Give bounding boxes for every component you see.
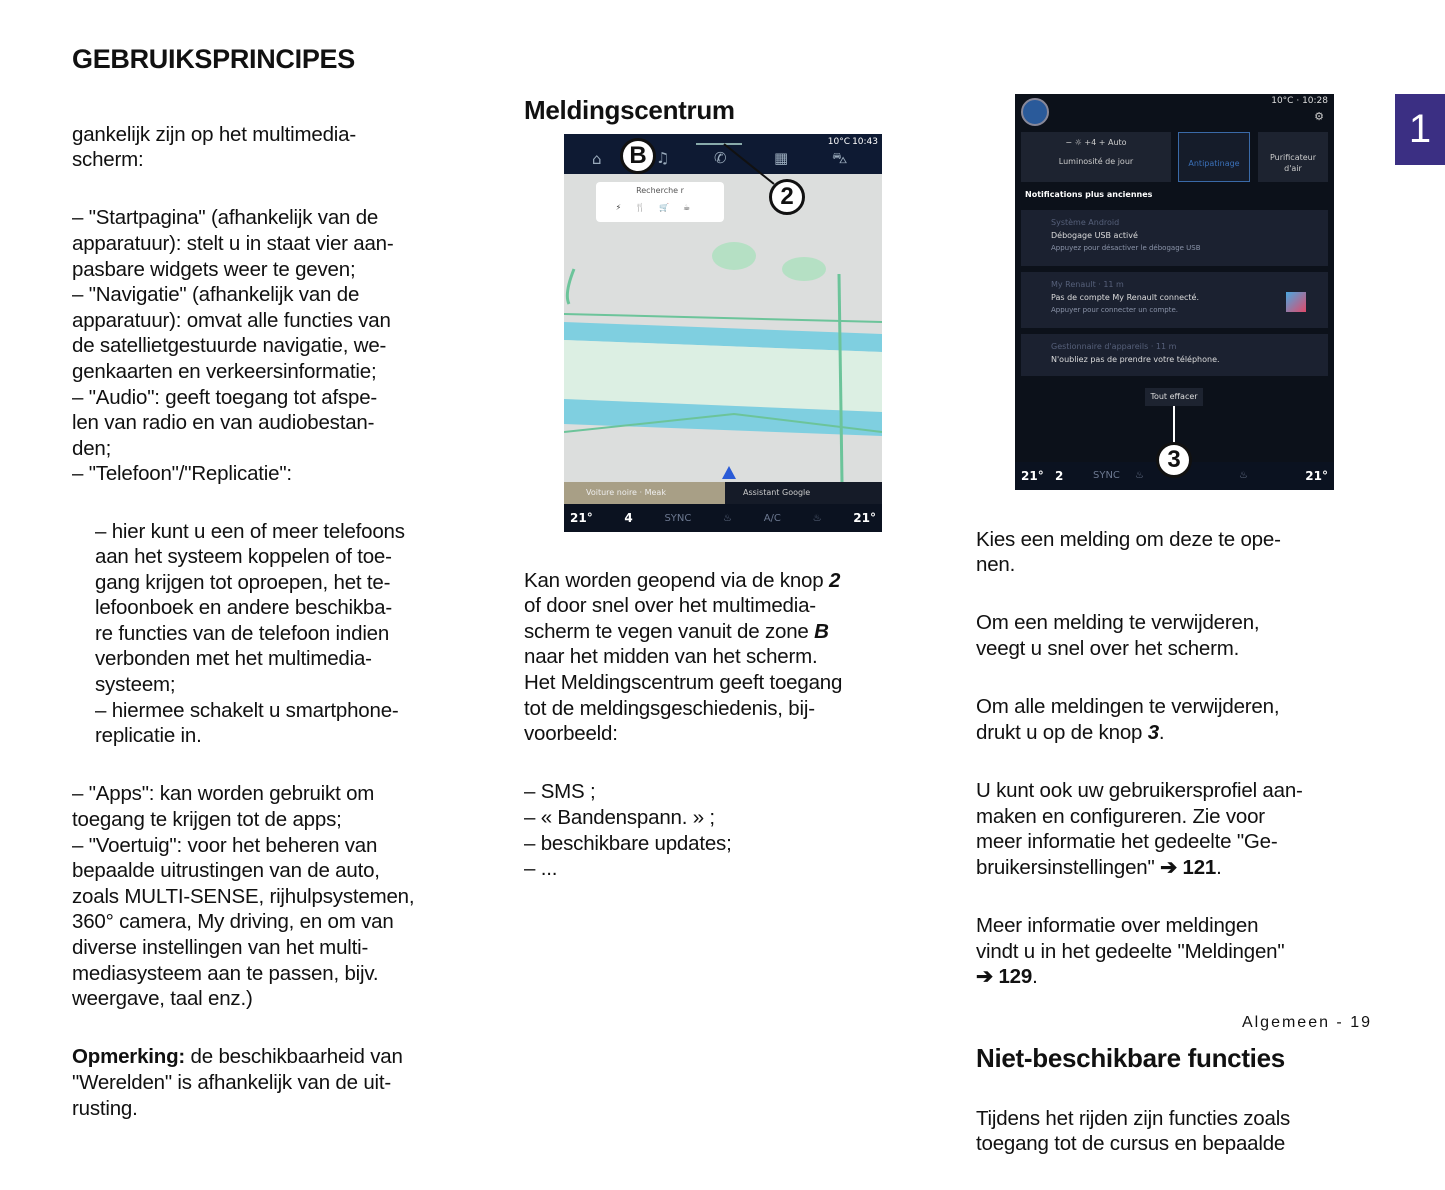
page-title: GEBRUIKSPRINCIPES: [72, 44, 355, 74]
multimedia-screen-map: [564, 134, 882, 532]
worlds-list-continued: – "Apps": kan worden gebruikt om toegang te krijgen tot de apps; – "Voertuig": voor het beheren van bepaalde uitrustingen van de auto, zoals MULTI-SENSE, rijhulpsystemen, 360° camera, My driving, en om van diverse instellingen van het multi- mediasysteem aan te passen, bijv. weergave, taal enz.): [72, 782, 415, 1011]
media-widget[interactable]: Voiture noire · Meak: [564, 482, 725, 504]
paragraph: U kunt ook uw gebruikersprofiel aan- maken en configureren. Zie voor meer informatie het gedeelte "Ge- bruikersinstellingen" ➔ 121.: [976, 778, 1303, 879]
notification-source: Système Android: [1051, 218, 1120, 227]
multimedia-screen-notifications: 10°C · 10:28 ⚙ − ☼ +4 + Auto Luminosité de jour Antipatinage Purificateur d'air Notifications plus anciennes Système Android Débogage USB activé Appuyez pour désactiver le débogage USB My Renault · 11 m Pas de compte My Renault connecté. Appuyer pour connecter un compte. Gestionnaire d'appareils · 11 m N'oubliez pas de prendre votre téléphone. Tout effacer 21° 2 SYNC ♨ ♨ 21° 3: [1015, 94, 1334, 490]
page-reference-121[interactable]: ➔ 121: [1160, 855, 1217, 879]
chapter-tab: 1: [1395, 94, 1445, 165]
right-column: [976, 501, 1386, 1190]
sync-button[interactable]: SYNC: [1093, 470, 1120, 481]
climate-bar: [564, 504, 882, 532]
note-label: Opmerking:: [72, 1045, 186, 1069]
car-icon[interactable]: ⛍: [832, 149, 848, 167]
temp-left[interactable]: 21°: [1021, 469, 1044, 483]
brightness-label: Luminosité de jour: [1058, 157, 1134, 166]
seat-heat-icon[interactable]: ♨: [723, 512, 733, 524]
apps-icon[interactable]: ▦: [774, 149, 789, 167]
temp-right[interactable]: 21°: [853, 511, 876, 525]
brightness-control[interactable]: − ☼ +4 + Auto Luminosité de jour: [1021, 132, 1171, 182]
left-column: [72, 96, 482, 1154]
park: [782, 257, 826, 281]
clock: 10:28: [1302, 96, 1328, 106]
ac-button[interactable]: A/C: [763, 512, 781, 524]
callout-2-leader-line: [564, 134, 882, 214]
section-title: Notifications plus anciennes: [1025, 190, 1153, 199]
home-icon[interactable]: ⌂: [592, 150, 602, 168]
paragraph: Tijdens het rijden zijn functies zoals toegang tot de cursus en bepaalde: [976, 1106, 1291, 1156]
poi-category-icons[interactable]: ⚡🍴🛒☕: [615, 203, 705, 212]
page-reference-129[interactable]: ➔ 129: [976, 965, 1033, 989]
phone-icon[interactable]: ✆: [714, 149, 727, 167]
middle-column: [524, 542, 944, 914]
notification-source: My Renault · 11 m: [1051, 280, 1124, 289]
middle-paragraph: Kan worden geopend via de knop 2 of door snel over het multimedia- scherm te vegen vanuit de zone B naar het midden van het scherm. Het Meldingscentrum geeft toegang tot de meldingsgeschiedenis, bij- voorbeeld:: [524, 568, 843, 746]
paragraph: Kies een melding om deze te ope- nen.: [976, 527, 1281, 577]
section-heading-niet-beschikbare-functies: Niet-beschikbare functies: [976, 1043, 1285, 1074]
callout-3-leader-line: [1173, 406, 1175, 446]
notification-examples-list: – SMS ; – « Bandenspann. » ; – beschikbare updates; – ...: [524, 780, 732, 881]
intro-text: gankelijk zijn op het multimedia- scherm:: [72, 122, 356, 172]
defrost-icon[interactable]: ♨: [812, 512, 822, 524]
notification-subtitle: Appuyez pour désactiver le débogage USB: [1051, 244, 1201, 252]
notification-item[interactable]: [1021, 272, 1328, 328]
page-footer: Algemeen - 19: [1241, 1014, 1372, 1031]
notification-source: Gestionnaire d'appareils · 11 m: [1051, 342, 1177, 351]
notification-title: Pas de compte My Renault connecté.: [1051, 293, 1199, 302]
assistant-widget[interactable]: Assistant Google: [725, 482, 882, 504]
notification-item[interactable]: [1021, 210, 1328, 266]
callout-b: B: [620, 138, 656, 174]
widget-bar: [564, 482, 882, 504]
notification-subtitle: Appuyer pour connecter un compte.: [1051, 306, 1179, 314]
defrost-icon[interactable]: ♨: [1239, 470, 1248, 481]
fan-speed[interactable]: 2: [1055, 469, 1064, 483]
paragraph: Om alle meldingen te verwijderen, drukt u op de knop 3.: [976, 695, 1280, 744]
avatar[interactable]: [1021, 98, 1049, 126]
section-heading-meldingscentrum: Meldingscentrum: [524, 95, 735, 125]
notification-title: Débogage USB activé: [1051, 231, 1138, 240]
antipatinage-button[interactable]: Antipatinage: [1178, 132, 1250, 182]
fan-speed[interactable]: 4: [624, 511, 633, 525]
temperature: 10°C: [827, 137, 850, 147]
telephone-sublist: – hier kunt u een of meer telefoons aan het systeem koppelen of toe- gang krijgen tot oproepen, het te- lefoonboek en andere beschikba- re functies van de telefoon indien verbonden met het multimedia- systeem; – hiermee schakelt u smartphone- replicatie in.: [95, 519, 405, 748]
seat-heat-icon[interactable]: ♨: [1135, 470, 1144, 481]
notification-title: N'oubliez pas de prendre votre téléphone.: [1051, 355, 1220, 364]
music-icon[interactable]: ♫: [656, 149, 670, 167]
clock: 10:43: [852, 137, 878, 147]
search-field[interactable]: Recherche r: [636, 186, 684, 195]
renault-logo-icon: [1286, 292, 1306, 312]
callout-2: 2: [769, 179, 805, 215]
clear-all-button[interactable]: Tout effacer: [1145, 388, 1203, 406]
worlds-list: – "Startpagina" (afhankelijk van de apparatuur): stelt u in staat vier aan- pasbare widgets weer te geven; – "Navigatie" (afhankelijk van de apparatuur): omvat alle functies van de satellietgestuurde navigatie, we- genkaarten en verkeersinformatie; – "Audio": geeft toegang tot afspe- len van radio en van audiobestan- den; – "Telefoon"/"Replicatie":: [72, 206, 394, 486]
callout-3: 3: [1156, 442, 1192, 478]
temperature: 10°C: [1271, 96, 1294, 106]
temp-right[interactable]: 21°: [1305, 469, 1328, 483]
note-text: de beschikbaarheid van "Werelden" is afhankelijk van de uit- rusting.: [72, 1045, 403, 1120]
settings-gear-icon[interactable]: ⚙: [1314, 110, 1324, 123]
temp-left[interactable]: 21°: [570, 511, 593, 525]
park: [712, 242, 756, 270]
paragraph: Meer informatie over meldingen vindt u in het gedeelte "Meldingen" ➔ 129.: [976, 913, 1285, 989]
note: [72, 1044, 482, 1121]
air-purifier-button[interactable]: Purificateur d'air: [1258, 132, 1328, 182]
paragraph: Om een melding te verwijderen, veegt u snel over het scherm.: [976, 611, 1260, 660]
sync-button[interactable]: SYNC: [664, 512, 692, 524]
notification-item[interactable]: [1021, 334, 1328, 376]
